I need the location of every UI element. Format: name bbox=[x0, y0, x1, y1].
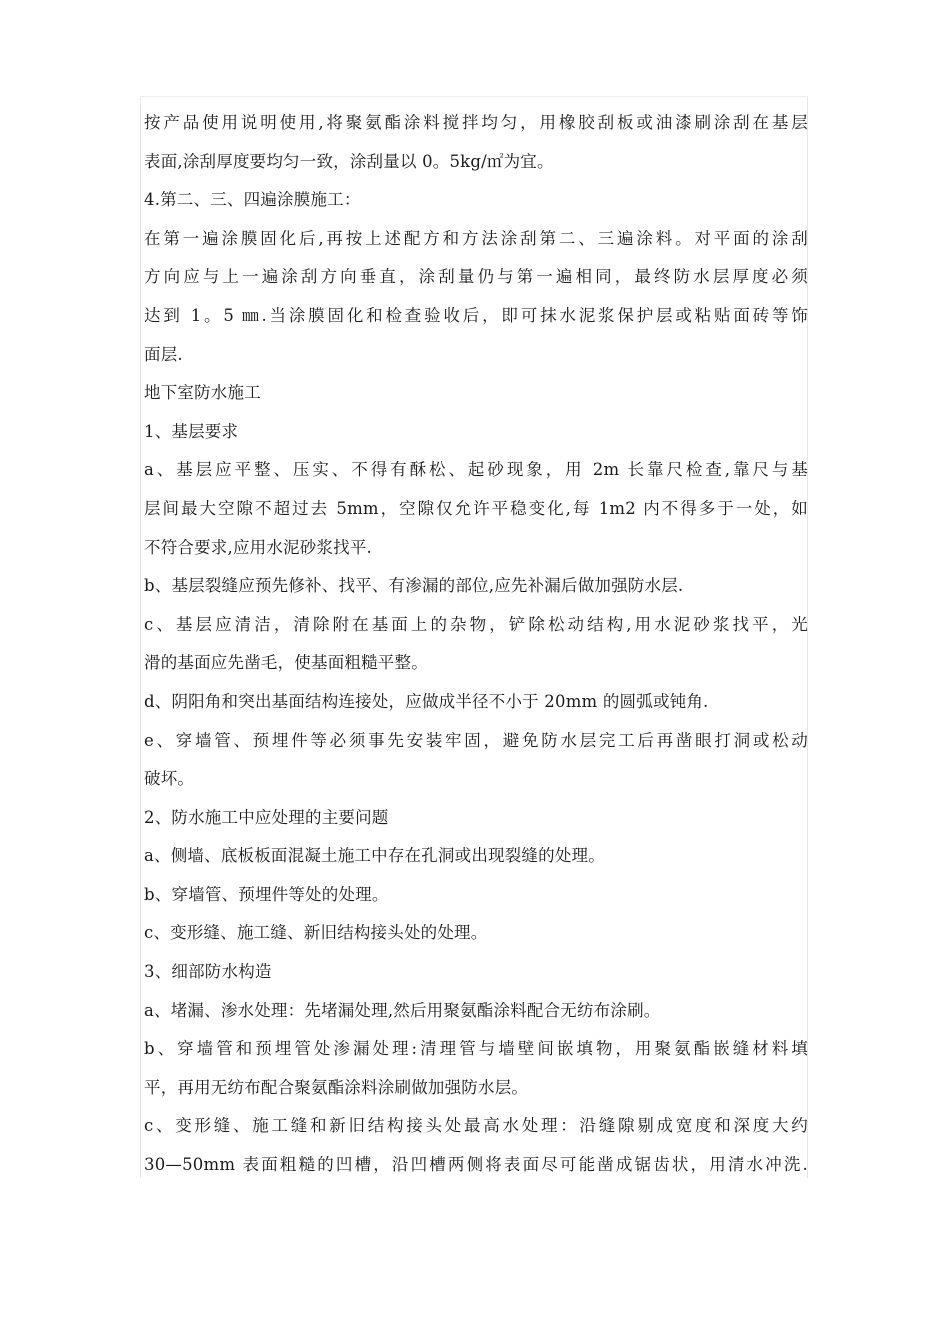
text-line: 30—50mm 表面粗糙的凹槽，沿凹槽两侧将表面尽可能凿成锯齿状，用清水冲洗. bbox=[144, 1155, 808, 1175]
text-line: 层间最大空隙不超过去 5mm，空隙仅允许平稳变化,每 1m2 内不得多于一处，如 bbox=[144, 498, 808, 518]
text-line: 按产品使用说明使用,将聚氨酯涂料搅拌均匀，用橡胶刮板或油漆刷涂刮在基层 bbox=[144, 113, 808, 132]
text-line: c、变形缝、施工缝和新旧结构接头处最高水处理：沿缝隙剔成宽度和深度大约 bbox=[144, 1116, 808, 1136]
text-line: c、基层应清洁，清除附在基面上的杂物，铲除松动结构,用水泥砂浆找平，光 bbox=[144, 614, 808, 634]
text-line: 1、基层要求 bbox=[144, 421, 239, 441]
text-line: a、堵漏、渗水处理：先堵漏处理,然后用聚氨酯涂料配合无纺布涂刷。 bbox=[144, 1000, 661, 1020]
text-line: b、穿墙管和预埋管处渗漏处理:清理管与墙壁间嵌填物，用聚氨酯嵌缝材料填 bbox=[144, 1039, 808, 1059]
text-line: 平，再用无纺布配合聚氨酯涂料涂刷做加强防水层。 bbox=[144, 1077, 529, 1097]
text-line: 3、细部防水构造 bbox=[144, 962, 272, 982]
text-line: c、变形缝、施工缝、新旧结构接头处的处理。 bbox=[144, 923, 488, 943]
text-line: 滑的基面应先凿毛，使基面粗糙平整。 bbox=[144, 653, 428, 673]
text-line: b、基层裂缝应预先修补、找平、有渗漏的部位,应先补漏后做加强防水层. bbox=[144, 576, 684, 596]
text-line: 地下室防水施工 bbox=[144, 383, 261, 403]
text-line: 达到 1。5 ㎜.当涂膜固化和检查验收后，即可抹水泥浆保护层或粘贴面砖等饰 bbox=[144, 305, 808, 325]
document-body bbox=[144, 104, 808, 1185]
text-line: 方向应与上一遍涂刮方向垂直，涂刮量仍与第一遍相同，最终防水层厚度必须 bbox=[144, 267, 808, 287]
text-line: d、阴阳角和突出基面结构连接处，应做成半径不小于 20mm 的圆弧或钝角. bbox=[144, 691, 709, 711]
text-line: 不符合要求,应用水泥砂浆找平. bbox=[144, 537, 372, 557]
text-line: 在第一遍涂膜固化后,再按上述配方和方法涂刮第二、三遍涂料。对平面的涂刮 bbox=[144, 228, 808, 248]
text-line: 4.第二、三、四遍涂膜施工： bbox=[144, 190, 361, 210]
text-line: 面层. bbox=[144, 344, 183, 364]
text-line: 破坏。 bbox=[144, 769, 195, 789]
text-line: a、基层应平整、压实、不得有酥松、起砂现象，用 2m 长靠尺检查,靠尺与基 bbox=[144, 460, 808, 480]
text-line: b、穿墙管、预埋件等处的处理。 bbox=[144, 884, 389, 904]
text-line: e、穿墙管、预埋件等必须事先安装牢固，避免防水层完工后再凿眼打洞或松动 bbox=[144, 730, 808, 750]
text-line: 表面,涂刮厚度要均匀一致，涂刮量以 0。5kg/㎡为宜。 bbox=[144, 151, 554, 171]
text-line: a、侧墙、底板板面混凝土施工中存在孔洞或出现裂缝的处理。 bbox=[144, 846, 605, 866]
text-line: 2、防水施工中应处理的主要问题 bbox=[144, 807, 389, 827]
